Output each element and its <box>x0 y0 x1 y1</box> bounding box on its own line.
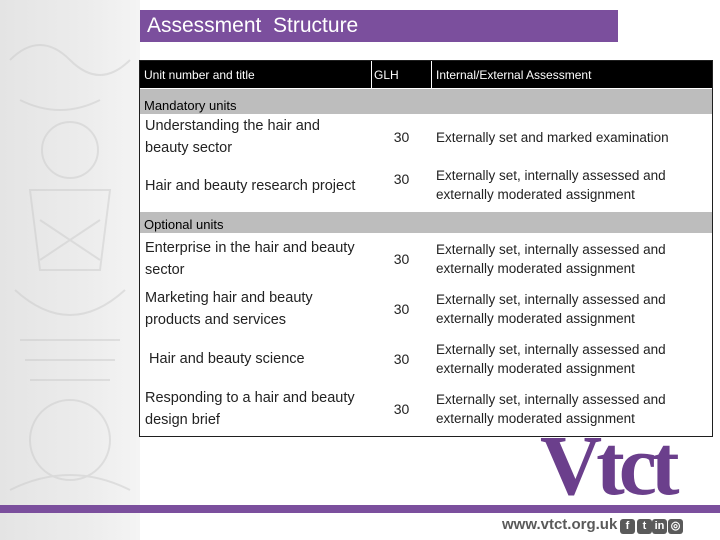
table-row <box>140 160 714 212</box>
section-label: Mandatory units <box>140 89 714 115</box>
table-row <box>140 234 714 284</box>
section-optional <box>140 212 714 234</box>
unit-title: Hair and beauty research project <box>140 160 372 212</box>
table-header-row <box>140 61 714 89</box>
glh-value: 30 <box>372 234 432 284</box>
unit-title: Understanding the hair and beauty sector <box>140 115 372 160</box>
assessment-type: Externally set, internally assessed and externally moderated assignment <box>432 334 714 384</box>
table-row <box>140 115 714 160</box>
assessment-type: Externally set and marked examination <box>432 115 714 160</box>
header-unit: Unit number and title <box>140 61 372 89</box>
instagram-icon[interactable]: ◎ <box>668 519 683 534</box>
twitter-icon[interactable]: t <box>637 519 652 534</box>
glh-value: 30 <box>372 160 432 212</box>
glh-value: 30 <box>372 384 432 434</box>
linkedin-icon[interactable]: in <box>652 519 667 534</box>
assessment-type: Externally set, internally assessed and externally moderated assignment <box>432 284 714 334</box>
section-label: Optional units <box>140 212 714 234</box>
glh-value: 30 <box>372 115 432 160</box>
page-title: Assessment Structure <box>140 10 618 42</box>
unit-title: Responding to a hair and beauty design brief <box>140 384 372 434</box>
footer-accent-bar <box>0 505 720 513</box>
logo-text: Vtct <box>540 420 674 500</box>
unit-title: Hair and beauty science <box>140 334 372 384</box>
unit-title: Marketing hair and beauty products and services <box>140 284 372 334</box>
vtct-logo <box>540 420 710 500</box>
section-mandatory <box>140 89 714 115</box>
header-assessment: Internal/External Assessment <box>432 61 714 89</box>
table-row <box>140 334 714 384</box>
header-glh: GLH <box>372 61 432 89</box>
assessment-structure-table <box>139 60 714 434</box>
crest-watermark <box>0 20 140 520</box>
glh-value: 30 <box>372 334 432 384</box>
assessment-type: Externally set, internally assessed and externally moderated assignment <box>432 384 714 434</box>
facebook-icon[interactable]: f <box>620 519 635 534</box>
footer-url[interactable]: www.vtct.org.uk <box>502 516 618 533</box>
assessment-type: Externally set, internally assessed and externally moderated assignment <box>432 160 714 212</box>
assessment-type: Externally set, internally assessed and externally moderated assignment <box>432 234 714 284</box>
unit-title: Enterprise in the hair and beauty sector <box>140 234 372 284</box>
glh-value: 30 <box>372 284 432 334</box>
table-row <box>140 284 714 334</box>
